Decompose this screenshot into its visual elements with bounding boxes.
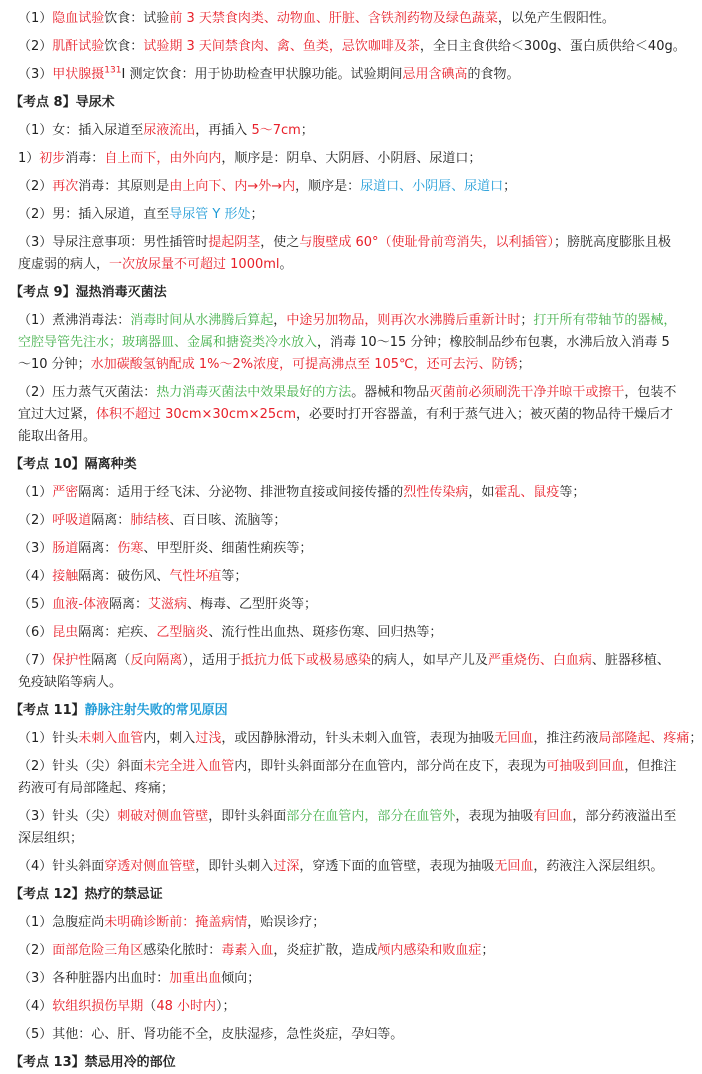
text-line xyxy=(18,594,682,616)
plain-text: ，包装不宜过大过紧， xyxy=(18,385,677,422)
plain-text: ； xyxy=(503,179,517,194)
plain-text: ； xyxy=(520,313,534,328)
plain-text: （3） xyxy=(18,541,53,556)
highlight-red: 反向隔离 xyxy=(130,653,183,668)
plain-text: 隔离： xyxy=(108,597,148,612)
plain-text: ，贻误诊疗； xyxy=(247,915,326,930)
highlight-red: 伤寒 xyxy=(117,541,144,556)
plain-text: （ xyxy=(143,999,157,1014)
text-line xyxy=(18,310,682,376)
text-line xyxy=(18,940,682,962)
plain-text: ； xyxy=(517,357,531,372)
plain-text: （3）导尿注意事项：男性插管时 xyxy=(18,235,209,250)
plain-text: 隔离： xyxy=(78,541,118,556)
highlight-red: 肠道 xyxy=(52,541,79,556)
plain-text: （4）针头斜面 xyxy=(18,859,105,874)
plain-text: 、甲型肝炎、细菌性痢疾等； xyxy=(143,541,313,556)
text-line xyxy=(18,806,682,850)
plain-text: （5） xyxy=(18,597,53,612)
plain-text: 饮食：试验 xyxy=(104,11,170,26)
highlight-red: 面部危险三角区 xyxy=(52,943,144,958)
highlight-red: 甲状腺摄 xyxy=(52,67,105,82)
plain-text: （1） xyxy=(18,485,53,500)
highlight-blue: 导尿管 Y 形处 xyxy=(169,207,251,222)
plain-text: 、梅毒、乙型肝炎等； xyxy=(187,597,318,612)
highlight-red: 忌用含碘高 xyxy=(402,67,468,82)
plain-text: ，即针头斜面 xyxy=(208,809,287,824)
plain-text: 、百日咳、流脑等； xyxy=(169,513,287,528)
plain-text: （1）针头 xyxy=(18,731,79,746)
text-line xyxy=(18,36,686,58)
plain-text: （6） xyxy=(18,625,53,640)
plain-text: （2） xyxy=(18,39,53,54)
text-line xyxy=(18,482,682,504)
plain-text: ； xyxy=(300,123,314,138)
plain-text: 内，即针头斜面部分在血管内，部分尚在皮下，表现为 xyxy=(234,759,547,774)
plain-text: 【考点 9】湿热消毒灭菌法 xyxy=(10,285,167,300)
highlight-red: 由上向下、内→外→内 xyxy=(169,179,296,194)
plain-text: ， xyxy=(273,313,287,328)
highlight-red: 加重出血 xyxy=(169,971,222,986)
plain-text: 隔离：适用于经飞沫、分泌物、排泄物直接或间接传播的 xyxy=(78,485,404,500)
plain-text: 【考点 12】热疗的禁忌证 xyxy=(10,887,163,902)
highlight-red: 无回血 xyxy=(494,731,534,746)
highlight-red: 前 3 天禁食肉类、动物血、肝脏、含铁剂药物及绿色蔬菜 xyxy=(169,11,498,26)
text-line xyxy=(18,756,682,800)
plain-text: ，顺序是：阴阜、大阴唇、小阴唇、尿道口； xyxy=(221,151,482,166)
highlight-red: 试验期 3 天间禁食肉、禽、鱼类，忌饮咖啡及茶 xyxy=(143,39,420,54)
highlight-red: 可抽吸到回血 xyxy=(546,759,625,774)
plain-text: ，但推注药液可有局部隆起、疼痛； xyxy=(18,759,677,796)
text-line xyxy=(18,996,682,1018)
plain-text: ，推注药液 xyxy=(533,731,599,746)
text-line xyxy=(18,728,702,750)
highlight-green: 打开所有带轴节的器械，空腔导管先注水；玻璃器皿、金属和搪瓷类冷水放入 xyxy=(18,313,677,350)
plain-text: 隔离（ xyxy=(91,653,131,668)
section-heading xyxy=(10,92,682,114)
plain-text: ，穿透下面的血管壁，表现为抽吸 xyxy=(299,859,495,874)
plain-text: 隔离：破伤风、 xyxy=(78,569,170,584)
highlight-red: 血液-体液 xyxy=(52,597,109,612)
plain-text: ），适用于 xyxy=(182,653,241,668)
plain-text: ； xyxy=(481,943,495,958)
plain-text: （3） xyxy=(18,67,53,82)
highlight-red: 抵抗力低下或极易感染 xyxy=(240,653,371,668)
plain-text: ，表现为抽吸 xyxy=(455,809,534,824)
plain-text: ）； xyxy=(216,999,236,1014)
highlight-red: 隐血试验 xyxy=(52,11,105,26)
highlight-red: 接触 xyxy=(52,569,79,584)
highlight-red: 肺结核 xyxy=(130,513,170,528)
plain-text: 、流行性出血热、斑疹伤寒、回归热等； xyxy=(208,625,443,640)
plain-text: 【考点 13】禁忌用冷的部位 xyxy=(10,1055,176,1070)
highlight-blue: 尿道口、小阴唇、尿道口 xyxy=(360,179,504,194)
highlight-red: 过浅 xyxy=(195,731,222,746)
highlight-red: 再次 xyxy=(52,179,79,194)
plain-text: （2） xyxy=(18,513,53,528)
plain-text: 【考点 8】导尿术 xyxy=(10,95,115,110)
highlight-blue: 静脉注射失败的常见原因 xyxy=(84,703,228,718)
text-line xyxy=(18,64,682,86)
highlight-red: 体积不超过 30cm×30cm×25cm xyxy=(96,407,296,422)
highlight-red: 严密 xyxy=(52,485,79,500)
section-heading xyxy=(10,454,682,476)
section-heading xyxy=(10,884,682,906)
plain-text: 的食物。 xyxy=(467,67,520,82)
highlight-red: 昆虫 xyxy=(52,625,79,640)
text-line xyxy=(18,120,682,142)
highlight-red: 与腹壁成 60°（使耻骨前弯消失，以利插管） xyxy=(299,235,554,250)
text-line xyxy=(18,510,682,532)
plain-text: （2）针头（尖）斜面 xyxy=(18,759,144,774)
highlight-green: 消毒时间从水沸腾后算起 xyxy=(130,313,274,328)
text-line xyxy=(18,232,682,276)
text-line xyxy=(18,912,682,934)
highlight-red: 软组织损伤早期 xyxy=(52,999,144,1014)
text-line xyxy=(18,176,682,198)
plain-text: ； xyxy=(250,207,264,222)
plain-text: 。 xyxy=(279,257,293,272)
plain-text: ； xyxy=(689,731,702,746)
plain-text: （4） xyxy=(18,569,53,584)
highlight-red: 保护性 xyxy=(52,653,92,668)
plain-text: （1）女：插入尿道至 xyxy=(18,123,144,138)
plain-text: ，即针头刺入 xyxy=(195,859,274,874)
text-line xyxy=(18,1024,682,1046)
highlight-red: 初步 xyxy=(39,151,66,166)
plain-text: （5）其他：心、肝、肾功能不全，皮肤湿疹，急性炎症，孕妇等。 xyxy=(18,1027,404,1042)
section-heading xyxy=(10,700,682,722)
highlight-red: 灭菌前必须刷洗干净并晾干或擦干 xyxy=(429,385,625,400)
plain-text: （7） xyxy=(18,653,53,668)
highlight-red: 无回血 xyxy=(494,859,534,874)
text-line xyxy=(18,650,682,694)
plain-text: （2）男：插入尿道，直至 xyxy=(18,207,170,222)
plain-text: 的病人，如早产儿及 xyxy=(370,653,488,668)
highlight-red: 霍乱、鼠疫 xyxy=(494,485,560,500)
section-heading xyxy=(10,1052,682,1074)
plain-text: ，消毒 10～15 分钟；橡胶制品纱布包裹，水沸后放入消毒 5～10 分钟； xyxy=(18,335,670,372)
highlight-green: 部分在血管内，部分在血管外 xyxy=(286,809,456,824)
text-line xyxy=(18,148,682,170)
plain-text: （3）针头（尖） xyxy=(18,809,118,824)
superscript-text: 131 xyxy=(104,65,122,76)
highlight-green: 热力消毒灭菌法中效果最好的方法 xyxy=(156,385,352,400)
highlight-red: 未明确诊断前：掩盖病情 xyxy=(104,915,248,930)
plain-text: ，部分药液溢出至深层组织； xyxy=(18,809,677,846)
highlight-red: 局部隆起、疼痛 xyxy=(598,731,690,746)
plain-text: ；膀胱高度膨胀且极度虚弱的病人， xyxy=(18,235,672,272)
plain-text: ，炎症扩散，造成 xyxy=(273,943,378,958)
plain-text: （2）压力蒸气灭菌法： xyxy=(18,385,157,400)
highlight-red: 尿液流出 xyxy=(143,123,196,138)
plain-text: ，如 xyxy=(468,485,495,500)
text-line xyxy=(18,856,682,878)
highlight-red: 一次放尿量不可超过 1000ml xyxy=(109,257,280,272)
plain-text: ，使之 xyxy=(260,235,300,250)
text-line xyxy=(18,204,682,226)
highlight-red: 中途另加物品，则再次水沸腾后重新计时 xyxy=(286,313,521,328)
plain-text: ，或因静脉滑动，针头未刺入血管，表现为抽吸 xyxy=(221,731,495,746)
plain-text: 【考点 10】隔离种类 xyxy=(10,457,137,472)
plain-text: ，必要时打开容器盖，有利于蒸气进入；被灭菌的物品待干燥后才能取出备用。 xyxy=(18,407,674,444)
highlight-red: 烈性传染病 xyxy=(403,485,469,500)
highlight-red: 毒素入血 xyxy=(221,943,274,958)
plain-text: ，全日主食供给＜300g、蛋白质供给＜40g。 xyxy=(419,39,686,54)
plain-text: ，顺序是： xyxy=(295,179,361,194)
plain-text: 消毒：其原则是 xyxy=(78,179,170,194)
highlight-red: 未刺入血管 xyxy=(78,731,144,746)
plain-text: （1）急腹症尚 xyxy=(18,915,105,930)
highlight-red: 呼吸道 xyxy=(52,513,92,528)
highlight-red: 严重烧伤、白血病 xyxy=(487,653,592,668)
highlight-red: 自上而下，由外向内 xyxy=(104,151,222,166)
plain-text: （2） xyxy=(18,179,53,194)
plain-text: 隔离： xyxy=(91,513,131,528)
plain-text: （1）煮沸消毒法： xyxy=(18,313,131,328)
plain-text: ，药液注入深层组织。 xyxy=(533,859,664,874)
plain-text: 等； xyxy=(221,569,248,584)
plain-text: 隔离：疟疾、 xyxy=(78,625,157,640)
plain-text: 1） xyxy=(18,151,40,166)
plain-text: ，以免产生假阳性。 xyxy=(497,11,615,26)
plain-text: （1） xyxy=(18,11,53,26)
text-line xyxy=(18,622,682,644)
highlight-red: 水加碳酸氢钠配成 1%～2%浓度，可提高沸点至 105℃，还可去污、防锈 xyxy=(90,357,518,372)
text-line xyxy=(18,382,682,448)
highlight-red: 气性坏疽 xyxy=(169,569,222,584)
highlight-red: 艾滋病 xyxy=(148,597,188,612)
plain-text: 饮食： xyxy=(104,39,144,54)
highlight-red: 5～7cm xyxy=(251,123,301,138)
highlight-red: 肌酐试验 xyxy=(52,39,105,54)
plain-text: （4） xyxy=(18,999,53,1014)
highlight-red: 过深 xyxy=(273,859,300,874)
highlight-red: 颅内感染和败血症 xyxy=(377,943,482,958)
plain-text: 【考点 11】 xyxy=(10,703,85,718)
plain-text: 、脏器移植、免疫缺陷等病人。 xyxy=(18,653,670,690)
plain-text: 。器械和物品 xyxy=(351,385,430,400)
text-line xyxy=(18,8,682,30)
plain-text: （2） xyxy=(18,943,53,958)
highlight-red: 穿透对侧血管壁 xyxy=(104,859,196,874)
highlight-red: 有回血 xyxy=(533,809,573,824)
highlight-red: 48 小时内 xyxy=(156,999,216,1014)
section-heading xyxy=(10,282,682,304)
plain-text: 消毒： xyxy=(65,151,105,166)
highlight-red: 提起阴茎 xyxy=(208,235,261,250)
plain-text: ，再插入 xyxy=(195,123,252,138)
text-line xyxy=(18,968,682,990)
highlight-red: 刺破对侧血管壁 xyxy=(117,809,209,824)
plain-text: 感染化脓时： xyxy=(143,943,222,958)
plain-text: 倾向； xyxy=(221,971,261,986)
plain-text: 等； xyxy=(559,485,586,500)
highlight-red: 未完全进入血管 xyxy=(143,759,235,774)
text-line xyxy=(18,538,682,560)
text-line xyxy=(18,566,682,588)
plain-text: I 测定饮食：用于协助检查甲状腺功能。试验期间 xyxy=(121,67,403,82)
highlight-red: 乙型脑炎 xyxy=(156,625,209,640)
plain-text: （3）各种脏器内出血时： xyxy=(18,971,170,986)
plain-text: 内，刺入 xyxy=(143,731,196,746)
